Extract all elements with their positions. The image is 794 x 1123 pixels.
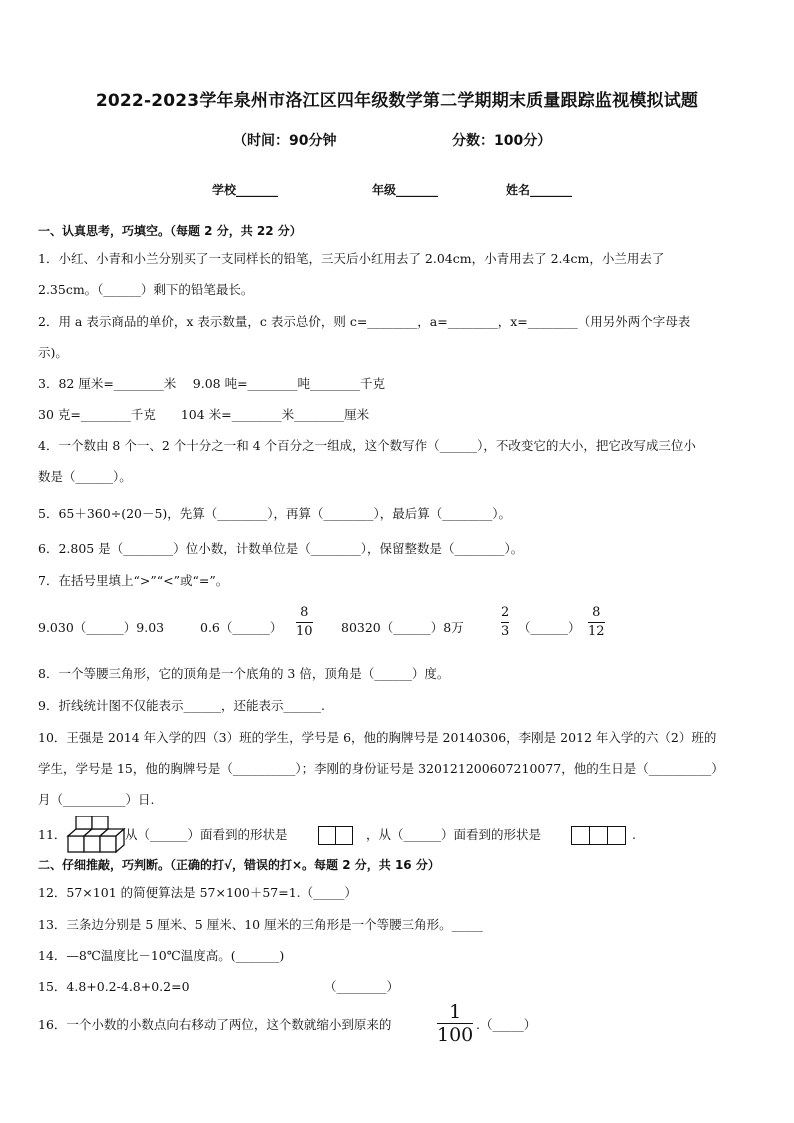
shape-square	[608, 827, 625, 844]
question-2-line-1: 2．用 a 表示商品的单价，x 表示数量，c 表示总价，则 c=________，a=________，x=________（用另外两个字母表	[38, 314, 691, 329]
question-5: 5．65＋360÷(20－5)，先算（________），再算（________），最后算（________）。	[38, 506, 512, 521]
grade-field: 年级_______	[372, 183, 439, 197]
section-1-heading: 一、认真思考，巧填空。（每题 2 分，共 22 分）	[38, 224, 302, 238]
exam-time: （时间：90分钟	[233, 133, 337, 149]
question-10-line-2: 学生，学号是 15，他的胸牌号是（__________）；李刚的身份证号是 320121200607210077，他的生日是（__________）	[38, 761, 724, 776]
question-4-line-1: 4．一个数由 8 个一、2 个十分之一和 4 个百分之一组成，这个数写作（______），不改变它的大小，把它改写成三位小	[38, 438, 696, 453]
shape-square	[319, 827, 336, 844]
question-11-part-2: ，从（______）面看到的形状是	[366, 827, 542, 842]
question-7-item-4: （______）	[518, 620, 581, 635]
question-12: 12．57×101 的简便算法是 57×100＋57=1.（_____）	[38, 885, 357, 900]
question-16-fraction	[437, 1002, 473, 1045]
exam-score: 分数：100分）	[452, 133, 552, 149]
question-7-item-2: 0.6（______）	[200, 620, 283, 635]
question-3-line-1: 3．82 厘米=________米 9.08 吨=________吨________千克	[38, 376, 386, 391]
shape-square	[590, 827, 608, 844]
question-7-fraction-2	[501, 605, 509, 640]
question-16: 16．一个小数的小数点向右移动了两位，这个数就缩小到原来的	[38, 1017, 392, 1032]
fraction-denominator: 100	[437, 1024, 474, 1046]
cube-stack-icon	[66, 816, 128, 854]
question-2-line-2: 示)。	[38, 345, 68, 360]
page-title: 2022-2023学年泉州市洛江区四年级数学第二学期期末质量跟踪监视模拟试题	[95, 91, 699, 111]
question-10-line-3: 月（__________）日.	[38, 792, 155, 807]
view-shape-three-squares	[571, 826, 626, 845]
fraction-denominator: 12	[588, 624, 605, 639]
school-field: 学校_______	[212, 183, 279, 197]
question-7-item-3: 80320（______）8万	[341, 620, 464, 635]
shape-square	[572, 827, 590, 844]
question-15-blank: （________）	[324, 979, 400, 994]
question-15: 15．4.8+0.2-4.8+0.2=0	[38, 979, 190, 994]
fraction-numerator: 1	[449, 1001, 462, 1023]
fraction-bar	[501, 622, 509, 623]
name-field: 姓名_______	[506, 183, 573, 197]
question-11-part-1: 从（______）面看到的形状是	[125, 827, 288, 842]
question-7-fraction-1	[296, 605, 313, 640]
shape-square	[336, 827, 352, 844]
question-11-end: .	[632, 827, 636, 842]
fraction-numerator: 8	[592, 605, 601, 620]
fraction-numerator: 8	[300, 605, 309, 620]
section-2-heading: 二、仔细推敲，巧判断。（正确的打√，错误的打×。每题 2 分，共 16 分）	[38, 858, 440, 872]
question-7-item-1: 9.030（______）9.03	[38, 620, 165, 635]
question-4-line-2: 数是（______）。	[38, 469, 132, 484]
question-14: 14．—8℃温度比－10℃温度高。(_______)	[38, 948, 285, 963]
question-8: 8．一个等腰三角形，它的顶角是一个底角的 3 倍，顶角是（______）度。	[38, 666, 450, 681]
fraction-numerator: 2	[501, 605, 510, 620]
fraction-denominator: 10	[296, 624, 313, 639]
question-16-blank: .（_____）	[476, 1017, 537, 1032]
question-13: 13．三条边分别是 5 厘米、5 厘米、10 厘米的三角形是一个等腰三角形。_____	[38, 917, 483, 932]
question-3-line-2: 30 克=________千克 104 米=________米________厘米	[38, 407, 370, 422]
question-10-line-1: 10．王强是 2014 年入学的四（3）班的学生，学号是 6，他的胸牌号是 20140306，李刚是 2012 年入学的六（2）班的	[38, 730, 717, 745]
question-1-line-1: 1．小红、小青和小兰分别买了一支同样长的铅笔，三天后小红用去了 2.04cm，小青用去了 2.4cm，小兰用去了	[38, 251, 665, 266]
question-7-fraction-3	[588, 605, 605, 640]
question-9: 9．折线统计图不仅能表示______，还能表示______.	[38, 698, 325, 713]
fraction-denominator: 3	[501, 624, 510, 639]
fraction-bar	[588, 622, 605, 623]
question-6: 6．2.805 是（________）位小数，计数单位是（________），保留整数是（________）。	[38, 541, 524, 556]
question-1-line-2: 2.35cm。（______）剩下的铅笔最长。	[38, 282, 254, 297]
view-shape-two-squares	[318, 826, 353, 845]
fraction-bar	[296, 622, 313, 623]
question-11-label: 11．	[38, 827, 67, 842]
question-7-prompt: 7．在括号里填上“>”“<”或“=”。	[38, 573, 229, 588]
